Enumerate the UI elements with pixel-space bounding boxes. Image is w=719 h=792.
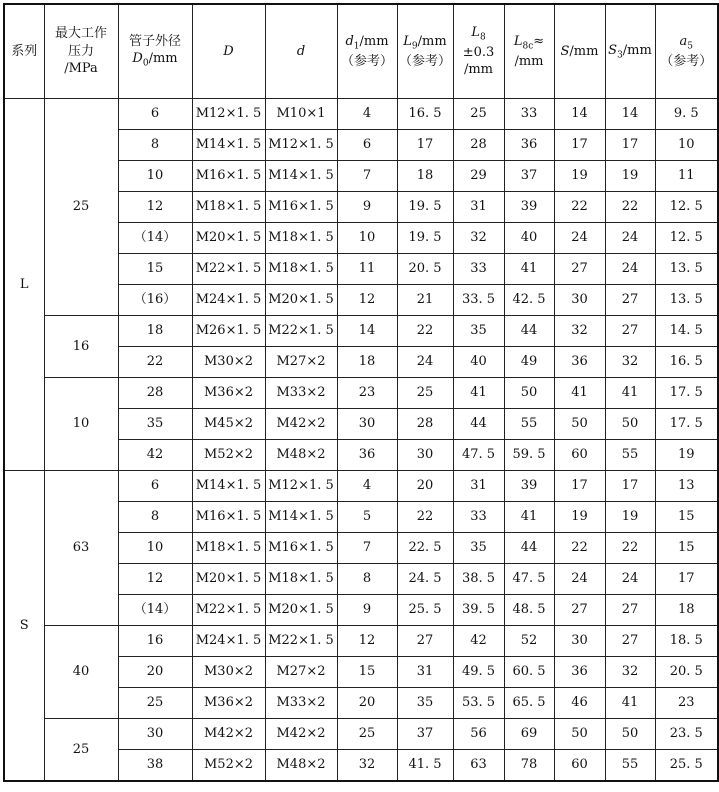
cell-L8c: 41 (504, 254, 554, 285)
cell-L8: 35 (453, 533, 504, 564)
cell-S3: 14 (605, 99, 655, 130)
cell-L8c: 60. 5 (504, 657, 554, 688)
cell-d1: 11 (337, 254, 397, 285)
cell-S: 50 (554, 719, 605, 750)
cell-a5: 15 (655, 502, 718, 533)
cell-thread-d: M10×1 (265, 99, 337, 130)
cell-d1: 7 (337, 161, 397, 192)
table-row (4, 316, 718, 347)
cell-tube-od: 28 (118, 378, 192, 409)
cell-L8c: 40 (504, 223, 554, 254)
cell-a5: 25. 5 (655, 750, 718, 782)
cell-a5: 20. 5 (655, 657, 718, 688)
cell-S: 60 (554, 750, 605, 782)
pressure-cell: 25 (44, 99, 118, 316)
cell-thread-D: M22×1. 5 (192, 254, 265, 285)
header-L8: $L_8$ ±0.3 /mm (453, 4, 504, 99)
cell-tube-od: 8 (118, 130, 192, 161)
cell-thread-D: M18×1. 5 (192, 533, 265, 564)
header-series: 系列 (4, 4, 44, 99)
cell-thread-d: M22×1. 5 (265, 626, 337, 657)
cell-a5: 11 (655, 161, 718, 192)
cell-S3: 27 (605, 285, 655, 316)
cell-thread-D: M30×2 (192, 347, 265, 378)
cell-a5: 14. 5 (655, 316, 718, 347)
cell-thread-d: M16×1. 5 (265, 192, 337, 223)
series-cell: S (4, 471, 44, 782)
cell-a5: 18. 5 (655, 626, 718, 657)
cell-L8c: 39 (504, 192, 554, 223)
cell-a5: 17. 5 (655, 409, 718, 440)
cell-a5: 23. 5 (655, 719, 718, 750)
cell-L9: 25 (397, 378, 453, 409)
cell-L9: 17 (397, 130, 453, 161)
cell-L8: 41 (453, 378, 504, 409)
pressure-cell: 63 (44, 471, 118, 626)
cell-tube-od: （16） (118, 285, 192, 316)
cell-d1: 23 (337, 378, 397, 409)
cell-thread-D: M24×1. 5 (192, 626, 265, 657)
cell-thread-d: M27×2 (265, 657, 337, 688)
cell-thread-d: M18×1. 5 (265, 223, 337, 254)
cell-a5: 13 (655, 471, 718, 502)
cell-L8: 49. 5 (453, 657, 504, 688)
cell-S: 41 (554, 378, 605, 409)
cell-S: 30 (554, 626, 605, 657)
cell-a5: 10 (655, 130, 718, 161)
cell-S: 46 (554, 688, 605, 719)
table-row (4, 471, 718, 502)
cell-L8c: 44 (504, 316, 554, 347)
cell-thread-d: M12×1. 5 (265, 471, 337, 502)
cell-thread-D: M42×2 (192, 719, 265, 750)
cell-L8c: 78 (504, 750, 554, 782)
cell-L9: 18 (397, 161, 453, 192)
cell-L8: 33 (453, 502, 504, 533)
cell-thread-d: M42×2 (265, 409, 337, 440)
cell-thread-D: M14×1. 5 (192, 471, 265, 502)
cell-thread-D: M22×1. 5 (192, 595, 265, 626)
header-S: S/mm (554, 4, 605, 99)
cell-L9: 19. 5 (397, 192, 453, 223)
cell-d1: 4 (337, 99, 397, 130)
cell-a5: 15 (655, 533, 718, 564)
header-d1: $d_1/mm$ （参考） (337, 4, 397, 99)
cell-L8: 31 (453, 471, 504, 502)
cell-tube-od: 15 (118, 254, 192, 285)
pressure-cell: 10 (44, 378, 118, 471)
cell-thread-d: M22×1. 5 (265, 316, 337, 347)
cell-d1: 36 (337, 440, 397, 471)
cell-S3: 55 (605, 440, 655, 471)
cell-S3: 41 (605, 378, 655, 409)
cell-S: 14 (554, 99, 605, 130)
table-row (4, 378, 718, 409)
cell-thread-d: M20×1. 5 (265, 595, 337, 626)
pressure-cell: 40 (44, 626, 118, 719)
cell-S3: 17 (605, 130, 655, 161)
cell-L8c: 47. 5 (504, 564, 554, 595)
cell-tube-od: 42 (118, 440, 192, 471)
cell-S3: 22 (605, 192, 655, 223)
cell-d1: 18 (337, 347, 397, 378)
cell-L8: 47. 5 (453, 440, 504, 471)
cell-L8c: 37 (504, 161, 554, 192)
cell-thread-d: M14×1. 5 (265, 161, 337, 192)
cell-S3: 50 (605, 719, 655, 750)
cell-L9: 30 (397, 440, 453, 471)
cell-thread-d: M33×2 (265, 378, 337, 409)
cell-L8: 25 (453, 99, 504, 130)
cell-S3: 19 (605, 502, 655, 533)
cell-tube-od: 12 (118, 192, 192, 223)
cell-d1: 8 (337, 564, 397, 595)
cell-tube-od: （14） (118, 595, 192, 626)
cell-d1: 12 (337, 285, 397, 316)
cell-L8c: 36 (504, 130, 554, 161)
table-row (4, 719, 718, 750)
cell-tube-od: 20 (118, 657, 192, 688)
cell-S3: 24 (605, 254, 655, 285)
cell-S: 32 (554, 316, 605, 347)
cell-tube-od: 22 (118, 347, 192, 378)
table-body (4, 99, 718, 782)
cell-thread-D: M24×1. 5 (192, 285, 265, 316)
cell-L8: 40 (453, 347, 504, 378)
cell-L9: 27 (397, 626, 453, 657)
cell-L9: 24 (397, 347, 453, 378)
cell-thread-D: M30×2 (192, 657, 265, 688)
cell-L8c: 52 (504, 626, 554, 657)
cell-L8: 63 (453, 750, 504, 782)
cell-S3: 32 (605, 347, 655, 378)
cell-S3: 55 (605, 750, 655, 782)
cell-L9: 31 (397, 657, 453, 688)
cell-L8c: 65. 5 (504, 688, 554, 719)
cell-L9: 41. 5 (397, 750, 453, 782)
cell-tube-od: 38 (118, 750, 192, 782)
cell-tube-od: 8 (118, 502, 192, 533)
cell-L8c: 44 (504, 533, 554, 564)
cell-a5: 23 (655, 688, 718, 719)
table-row (4, 99, 718, 130)
cell-S3: 41 (605, 688, 655, 719)
header-row (4, 4, 718, 99)
table-row (4, 626, 718, 657)
cell-L9: 22 (397, 316, 453, 347)
cell-L9: 22. 5 (397, 533, 453, 564)
series-cell: L (4, 99, 44, 471)
cell-L9: 20. 5 (397, 254, 453, 285)
cell-L8c: 49 (504, 347, 554, 378)
cell-S3: 50 (605, 409, 655, 440)
cell-S: 24 (554, 223, 605, 254)
cell-S: 22 (554, 192, 605, 223)
cell-L8c: 42. 5 (504, 285, 554, 316)
cell-d1: 14 (337, 316, 397, 347)
cell-S: 36 (554, 347, 605, 378)
cell-d1: 9 (337, 192, 397, 223)
header-L8c: $L_{8c}\approx$ /mm (504, 4, 554, 99)
cell-thread-D: M20×1. 5 (192, 223, 265, 254)
cell-thread-d: M48×2 (265, 750, 337, 782)
cell-L8: 33 (453, 254, 504, 285)
cell-S: 24 (554, 564, 605, 595)
header-max-pressure: 最大工作 压力 /MPa (44, 4, 118, 99)
cell-L8c: 50 (504, 378, 554, 409)
cell-a5: 19 (655, 440, 718, 471)
cell-L8: 44 (453, 409, 504, 440)
cell-thread-d: M12×1. 5 (265, 130, 337, 161)
cell-thread-D: M52×2 (192, 440, 265, 471)
cell-S: 17 (554, 130, 605, 161)
cell-L9: 22 (397, 502, 453, 533)
header-L9: $L_9/mm$ （参考） (397, 4, 453, 99)
header-d: d (265, 4, 337, 99)
cell-S: 19 (554, 161, 605, 192)
header-D: D (192, 4, 265, 99)
cell-S: 50 (554, 409, 605, 440)
cell-thread-D: M45×2 (192, 409, 265, 440)
cell-tube-od: 30 (118, 719, 192, 750)
cell-L9: 16. 5 (397, 99, 453, 130)
cell-L9: 25. 5 (397, 595, 453, 626)
cell-S: 27 (554, 254, 605, 285)
cell-L9: 21 (397, 285, 453, 316)
cell-d1: 20 (337, 688, 397, 719)
cell-S3: 24 (605, 564, 655, 595)
cell-S: 60 (554, 440, 605, 471)
cell-L9: 35 (397, 688, 453, 719)
cell-S: 36 (554, 657, 605, 688)
cell-a5: 18 (655, 595, 718, 626)
header-tube-od: 管子外径 $D_0/mm$ (118, 4, 192, 99)
cell-d1: 7 (337, 533, 397, 564)
cell-L9: 37 (397, 719, 453, 750)
pressure-cell: 16 (44, 316, 118, 378)
cell-L8: 39. 5 (453, 595, 504, 626)
cell-tube-od: 10 (118, 533, 192, 564)
cell-tube-od: 6 (118, 471, 192, 502)
cell-d1: 25 (337, 719, 397, 750)
cell-d1: 12 (337, 626, 397, 657)
cell-L8: 56 (453, 719, 504, 750)
cell-L8: 53. 5 (453, 688, 504, 719)
cell-S: 22 (554, 533, 605, 564)
cell-a5: 12. 5 (655, 223, 718, 254)
cell-thread-d: M42×2 (265, 719, 337, 750)
cell-a5: 13. 5 (655, 285, 718, 316)
cell-L9: 28 (397, 409, 453, 440)
cell-thread-D: M14×1. 5 (192, 130, 265, 161)
cell-thread-D: M18×1. 5 (192, 192, 265, 223)
cell-L8: 35 (453, 316, 504, 347)
cell-thread-d: M27×2 (265, 347, 337, 378)
cell-S3: 17 (605, 471, 655, 502)
cell-S: 27 (554, 595, 605, 626)
cell-d1: 4 (337, 471, 397, 502)
cell-L8c: 48. 5 (504, 595, 554, 626)
cell-L9: 24. 5 (397, 564, 453, 595)
cell-tube-od: 35 (118, 409, 192, 440)
cell-L8: 28 (453, 130, 504, 161)
cell-L8c: 59. 5 (504, 440, 554, 471)
cell-d1: 5 (337, 502, 397, 533)
cell-thread-D: M16×1. 5 (192, 161, 265, 192)
cell-L8c: 41 (504, 502, 554, 533)
cell-L8: 31 (453, 192, 504, 223)
cell-S3: 27 (605, 595, 655, 626)
cell-S3: 24 (605, 223, 655, 254)
cell-thread-D: M36×2 (192, 688, 265, 719)
header-S3: $S_3/mm$ (605, 4, 655, 99)
cell-L8c: 69 (504, 719, 554, 750)
cell-S3: 27 (605, 626, 655, 657)
cell-L8: 38. 5 (453, 564, 504, 595)
cell-thread-d: M20×1. 5 (265, 285, 337, 316)
cell-tube-od: 25 (118, 688, 192, 719)
cell-L9: 19. 5 (397, 223, 453, 254)
cell-thread-d: M33×2 (265, 688, 337, 719)
cell-thread-d: M16×1. 5 (265, 533, 337, 564)
cell-thread-d: M18×1. 5 (265, 564, 337, 595)
cell-S3: 22 (605, 533, 655, 564)
cell-L8: 33. 5 (453, 285, 504, 316)
cell-tube-od: 6 (118, 99, 192, 130)
cell-d1: 9 (337, 595, 397, 626)
cell-S: 30 (554, 285, 605, 316)
cell-d1: 32 (337, 750, 397, 782)
cell-tube-od: （14） (118, 223, 192, 254)
cell-a5: 13. 5 (655, 254, 718, 285)
cell-tube-od: 10 (118, 161, 192, 192)
cell-L8c: 33 (504, 99, 554, 130)
cell-tube-od: 18 (118, 316, 192, 347)
cell-d1: 15 (337, 657, 397, 688)
cell-thread-D: M26×1. 5 (192, 316, 265, 347)
cell-a5: 16. 5 (655, 347, 718, 378)
cell-thread-d: M48×2 (265, 440, 337, 471)
cell-thread-d: M14×1. 5 (265, 502, 337, 533)
cell-thread-D: M12×1. 5 (192, 99, 265, 130)
fitting-dimension-table (3, 3, 719, 782)
cell-thread-D: M52×2 (192, 750, 265, 782)
cell-L8: 29 (453, 161, 504, 192)
header-a5: $a_5$ （参考） (655, 4, 718, 99)
cell-d1: 10 (337, 223, 397, 254)
cell-tube-od: 16 (118, 626, 192, 657)
cell-a5: 12. 5 (655, 192, 718, 223)
cell-a5: 9. 5 (655, 99, 718, 130)
cell-L8: 32 (453, 223, 504, 254)
cell-S3: 27 (605, 316, 655, 347)
cell-L8c: 39 (504, 471, 554, 502)
cell-L9: 20 (397, 471, 453, 502)
cell-L8c: 55 (504, 409, 554, 440)
cell-a5: 17. 5 (655, 378, 718, 409)
cell-S3: 19 (605, 161, 655, 192)
cell-L8: 42 (453, 626, 504, 657)
cell-tube-od: 12 (118, 564, 192, 595)
cell-a5: 17 (655, 564, 718, 595)
cell-d1: 30 (337, 409, 397, 440)
cell-S: 19 (554, 502, 605, 533)
document-page (3, 3, 717, 782)
cell-thread-D: M16×1. 5 (192, 502, 265, 533)
cell-thread-D: M20×1. 5 (192, 564, 265, 595)
cell-thread-D: M36×2 (192, 378, 265, 409)
cell-S: 17 (554, 471, 605, 502)
cell-S3: 32 (605, 657, 655, 688)
cell-d1: 6 (337, 130, 397, 161)
pressure-cell: 25 (44, 719, 118, 782)
cell-thread-d: M18×1. 5 (265, 254, 337, 285)
